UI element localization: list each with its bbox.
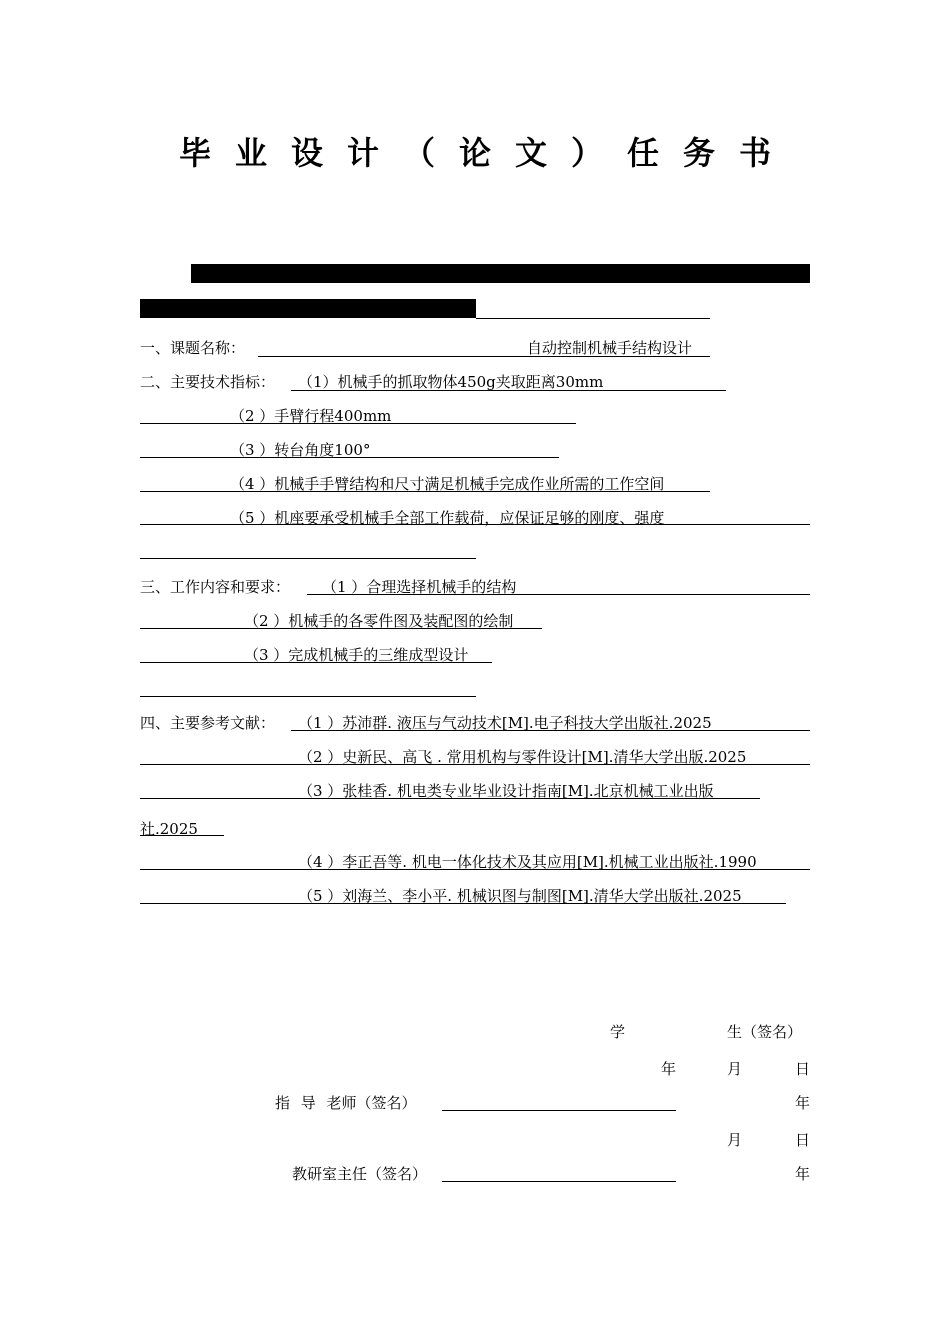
ref-item-4: （4 ）李正吾等. 机电一体化技术及其应用[M].机械工业出版社.1990	[298, 853, 757, 871]
advisor-signature-label: 指 导 老师（签名）	[275, 1094, 417, 1112]
student-date-month: 月	[727, 1060, 743, 1078]
spec-item-3: （3 ）转台角度100°	[230, 441, 371, 459]
work-item-1: （1 ）合理选择机械手的结构	[322, 578, 517, 596]
ref-item-3: （3 ）张桂香. 机电类专业毕业设计指南[M].北京机械工业出版	[298, 782, 714, 800]
student-signature-label-a: 学	[610, 1023, 626, 1041]
ref-item-2: （2 ）史新民、高飞 . 常用机构与零件设计[M].清华大学出版.2025	[298, 748, 747, 766]
work-item-2: （2 ）机械手的各零件图及装配图的绘制	[244, 612, 514, 630]
ref-item-5: （5 ）刘海兰、李小平. 机械识图与制图[M].清华大学出版社.2025	[298, 887, 742, 905]
spec-item-2: （2 ）手臂行程400mm	[230, 407, 392, 425]
advisor-date-month: 月	[727, 1131, 743, 1149]
student-date-year: 年	[661, 1060, 677, 1078]
director-signature-line	[442, 1181, 676, 1182]
student-date-day: 日	[795, 1060, 811, 1078]
ref-item-3-cont: 社.2025	[140, 820, 198, 838]
topic-value: 自动控制机械手结构设计	[527, 339, 693, 357]
page-title: 毕业设计（论文）任务书	[178, 134, 795, 172]
advisor-signature-line	[442, 1110, 676, 1111]
advisor-date-year: 年	[795, 1094, 811, 1112]
refs-label: 四、主要参考文献：	[140, 714, 276, 732]
director-date-year: 年	[795, 1165, 811, 1183]
specs-label: 二、主要技术指标：	[140, 373, 276, 391]
student-signature-label-b: 生（签名）	[727, 1023, 803, 1041]
ref-item-1: （1 ）苏沛群. 液压与气动技术[M].电子科技大学出版社.2025	[298, 714, 712, 732]
spec-item-1: （1）机械手的抓取物体450g夹取距离30mm	[298, 373, 604, 391]
advisor-date-day: 日	[795, 1131, 811, 1149]
spec-item-4: （4 ）机械手手臂结构和尺寸满足机械手完成作业所需的工作空间	[230, 475, 665, 493]
work-label: 三、工作内容和要求：	[140, 578, 291, 596]
work-item-3: （3 ）完成机械手的三维成型设计	[244, 646, 469, 664]
director-signature-label: 教研室主任（签名）	[292, 1165, 428, 1183]
spec-item-5: （5 ）机座要承受机械手全部工作载荷，应保证足够的刚度、强度	[230, 509, 665, 527]
topic-label: 一、课题名称：	[140, 339, 246, 357]
